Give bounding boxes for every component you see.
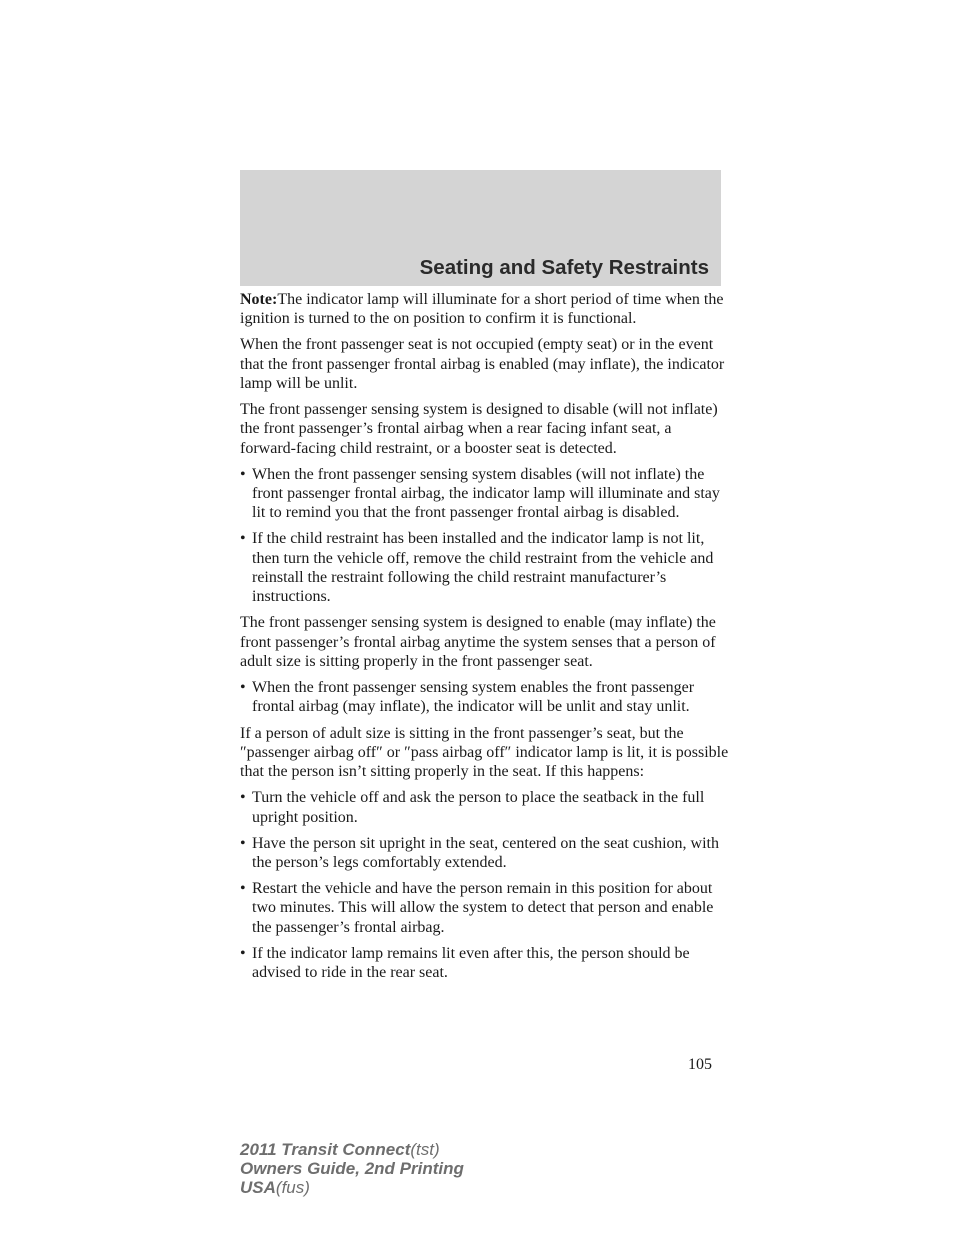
bullet-item (240, 879, 730, 937)
footer-imprint (240, 1140, 464, 1197)
footer-model: 2011 Transit Connect (240, 1140, 411, 1159)
paragraph-adult-size: If a person of adult size is sitting in the front passenger’s seat, but the ″passenger airbag off″ or ″pass airbag off″ indicator lamp is lit, it is possible that the person isn’t sitting properly in the seat. If this happens: (240, 724, 729, 781)
footer-market: USA (240, 1178, 276, 1197)
bullet-icon: • (240, 465, 246, 483)
bullet-item (240, 465, 730, 523)
header-band (240, 170, 721, 286)
bullet-item (240, 834, 730, 873)
note-paragraph (240, 290, 730, 329)
bullet-text: If the child restraint has been installed and the indicator lamp is not lit, then turn the vehicle off, remove the child restraint from the vehicle and reinstall the restraint following the child restraint manufacturer’s instructions. (252, 530, 714, 606)
bullet-text: Restart the vehicle and have the person remain in this position for about two minutes. This will allow the system to detect that person and enable the passenger’s frontal airbag. (252, 879, 714, 936)
bullet-icon: • (240, 679, 246, 697)
bullet-icon: • (240, 879, 246, 897)
paragraph-empty-seat: When the front passenger seat is not occupied (empty seat) or in the event that the front passenger frontal airbag is enabled (may inflate), the indicator lamp will be unlit. (240, 336, 725, 392)
footer-line-3 (240, 1178, 464, 1197)
page-number: 105 (688, 1056, 712, 1073)
bullet-icon: • (240, 834, 246, 852)
footer-model-code: (tst) (410, 1140, 440, 1159)
bullet-icon: • (240, 789, 246, 807)
section-title: Seating and Safety Restraints (419, 256, 709, 279)
footer-line-2: Owners Guide, 2nd Printing (240, 1159, 464, 1178)
bullet-text: When the front passenger sensing system enables the front passenger frontal airbag (may inflate), the indicator will be unlit and stay unlit. (252, 679, 695, 716)
bullet-item (240, 788, 730, 827)
paragraph-disable: The front passenger sensing system is designed to disable (will not inflate) the front passenger’s frontal airbag when a rear facing infant seat, a forward-facing child restraint, or a booster seat is detected. (240, 401, 718, 457)
bullet-item (240, 678, 730, 717)
bullet-icon: • (240, 530, 246, 548)
bullet-text: When the front passenger sensing system disables (will not inflate) the front passenger frontal airbag, the indicator lamp will illuminate and stay lit to remind you that the front passenger frontal airbag is disabled. (252, 465, 720, 522)
note-text: The indicator lamp will illuminate for a short period of time when the ignition is turned to the on position to confirm it is functional. (240, 291, 724, 328)
footer-market-code: (fus) (275, 1178, 310, 1197)
page-content (240, 290, 730, 989)
bullet-item (240, 529, 730, 606)
bullet-text: If the indicator lamp remains lit even after this, the person should be advised to ride in the rear seat. (252, 944, 690, 981)
bullet-text: Have the person sit upright in the seat, centered on the seat cushion, with the person’s legs comfortably extended. (252, 834, 719, 871)
bullet-text: Turn the vehicle off and ask the person to place the seatback in the full upright position. (252, 789, 705, 826)
paragraph-enable: The front passenger sensing system is designed to enable (may inflate) the front passenger’s frontal airbag anytime the system senses that a person of adult size is sitting properly in the front passenger seat. (240, 614, 716, 671)
bullet-icon: • (240, 944, 246, 962)
footer-line-1 (240, 1140, 464, 1159)
note-label: Note: (240, 291, 278, 308)
bullet-item (240, 944, 730, 983)
